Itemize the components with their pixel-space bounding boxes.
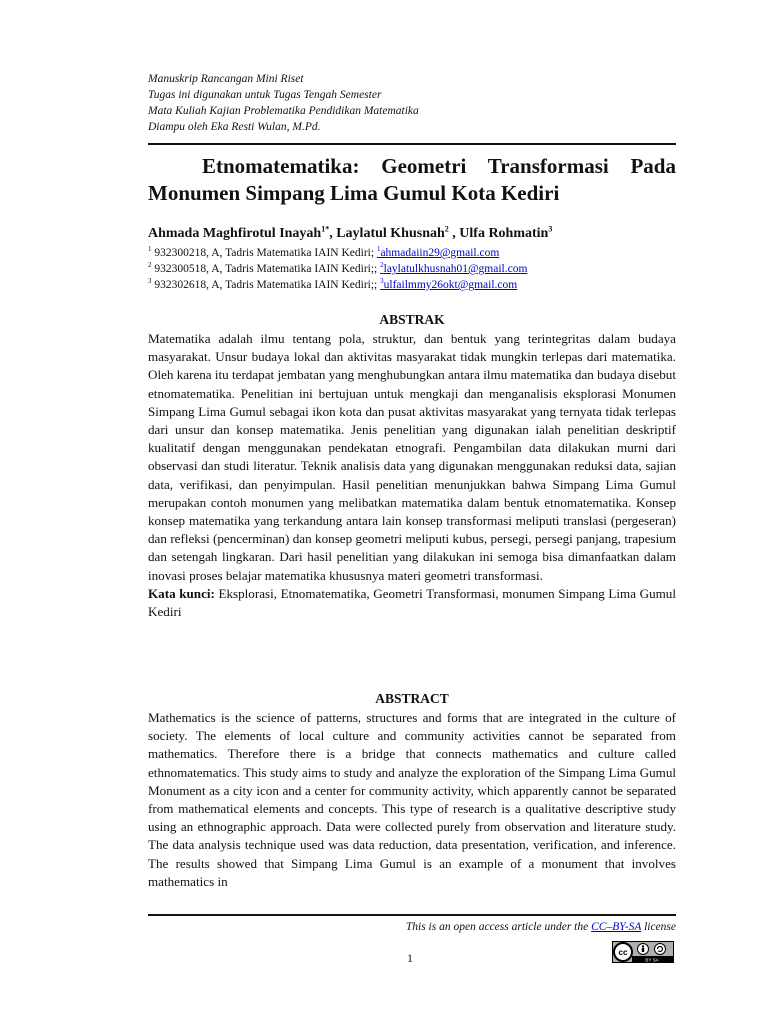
email-link-3[interactable] [380,279,517,291]
footer-divider [148,914,676,916]
license-suffix: license [641,921,676,933]
keywords-text: Eksplorasi, Etnomatematika, Geometri Transformasi, monumen Simpang Lima Gumul Kediri [148,585,676,620]
license-notice [300,921,676,933]
affiliation-2-sup: 2 [148,261,152,270]
title-line-1: Etnomatematika: Geometri Transformasi Pada [202,154,676,178]
author-1-sup: 1* [321,224,330,234]
affiliation-list [148,245,676,293]
author-list [148,226,676,242]
email-2-sup: 2 [380,261,384,270]
sa-icon [655,944,666,955]
cc-by-sa-license-badge[interactable] [612,941,674,963]
page-number: 1 [407,951,413,965]
author-3-sup: 3 [548,224,553,234]
affiliation-2 [148,261,676,277]
license-prefix: This is an open access article under the [405,921,592,933]
affiliation-1-sup: 1 [148,245,152,254]
abstract-heading: ABSTRACT [375,691,449,706]
svg-text:cc: cc [618,948,628,957]
affiliation-3-sup: 3 [148,277,152,286]
email-1-text: ahmadaiin29@gmail.com [380,247,500,259]
email-2-text: laylatulkhusnah01@gmail.com [383,263,528,275]
manuscript-header [148,71,668,135]
header-divider [148,143,676,145]
affiliation-1-text: 932300218, A, Tadris Matematika IAIN Kediri; [151,247,377,259]
abstrak-body [148,330,676,621]
author-3: Ulfa Rohmatin [459,226,549,241]
abstract-body [148,709,676,891]
author-2: Laylatul Khusnah [336,226,445,241]
affiliation-2-text: 932300518, A, Tadris Matematika IAIN Kediri;; [151,263,381,275]
abstrak-heading: ABSTRAK [379,312,445,327]
author-2-sup: 2 [444,224,449,234]
email-link-1[interactable] [377,247,499,259]
author-separator-2: , [448,226,460,241]
abstrak-text: Matematika adalah ilmu tentang pola, struktur, dan bentuk yang terintegritas dalam budaya masyarakat. Unsur budaya lokal dan aktivitas masyarakat tidak mungkin terlepas dari matematika. Oleh karena itu terdapat jembatan yang menghubungkan antara ilmu matematika dan budaya disebut etnomatematika. Penelitian ini bertujuan untuk mengkaji dan menganalisis eksplorasi Monumen Simpang Lima Gumul sebagai ikon kota dan pusat aktivitas masyarakat yang ternyata tidak terlepas dari unsur dan konsep matematika. Jenis penelitian yang digunakan ialah penelitian deskriptif kualitatif dengan menggunakan pendekatan etnografi. Pengambilan data dilakukan murni dari observasi dan studi literatur. Teknik analisis data yang digunakan menggunakan reduksi data, sajian data, verifikasi, dan penyimpulan. Hasil penelitian menunjukkan bahwa Simpang Lima Gumul merupakan contoh monumen yang melibatkan matematika dalam bentuk etnomatematika. Konsep konsep matematika yang terkandung antara lain konsep transformasi meliputi translasi (pergeseran) dan refleksi (pencerminan) dan konsep geometri meliputi kubus, persegi, persegi panjang, trapesium dan setengah lingkaran. Dari hasil penelitian yang dilakukan ini semoga bisa dimanfaatkan dalam inovasi proses belajar matematika khususnya materi geometri transformasi. [148,331,676,583]
keywords-label: Kata kunci: [148,585,215,601]
affiliation-3-text: 932302618, A, Tadris Matematika IAIN Kediri;; [151,279,381,291]
header-line-2: Tugas ini digunakan untuk Tugas Tengah Semester [148,89,382,101]
email-3-sup: 3 [380,277,384,286]
title-line-2: Monumen Simpang Lima Gumul Kota Kediri [148,181,560,205]
abstract-text: Mathematics is the science of patterns, structures and forms that are integrated in the culture of society. The elements of local culture and community activities cannot be separated from mathematics. Therefore there is a bridge that connects mathematics and culture called ethnomatematics. This study aims to study and analyze the exploration of the Simpang Lima Gumul Monument as a city icon and a center for community activity, which apparently cannot be separated from mathematical elements and concepts. This type of research is a qualitative descriptive study using an ethnographic approach. Data were collected purely from observation and literature study. The data analysis technique used was data reduction, data presentation, verification, and inference. The results showed that Simpang Lima Gumul is an example of a monument that involves mathematics in [148,710,676,889]
badge-text: BY SA [645,957,659,963]
paper-title [148,153,676,207]
email-1-sup: 1 [376,245,381,254]
email-3-text: ulfailmmy26okt@gmail.com [383,279,518,291]
header-line-4: Diampu oleh Eka Resti Wulan, M.Pd. [148,121,321,133]
email-link-2[interactable] [380,263,527,275]
affiliation-1 [148,245,676,261]
author-1: Ahmada Maghfirotul Inayah [148,226,322,241]
author-separator-1: , [329,226,337,241]
affiliation-3 [148,277,676,293]
header-line-1: Manuskrip Rancangan Mini Riset [148,73,304,85]
header-line-3: Mata Kuliah Kajian Problematika Pendidikan Matematika [148,105,419,117]
license-link[interactable]: CC–BY-SA [591,921,642,933]
